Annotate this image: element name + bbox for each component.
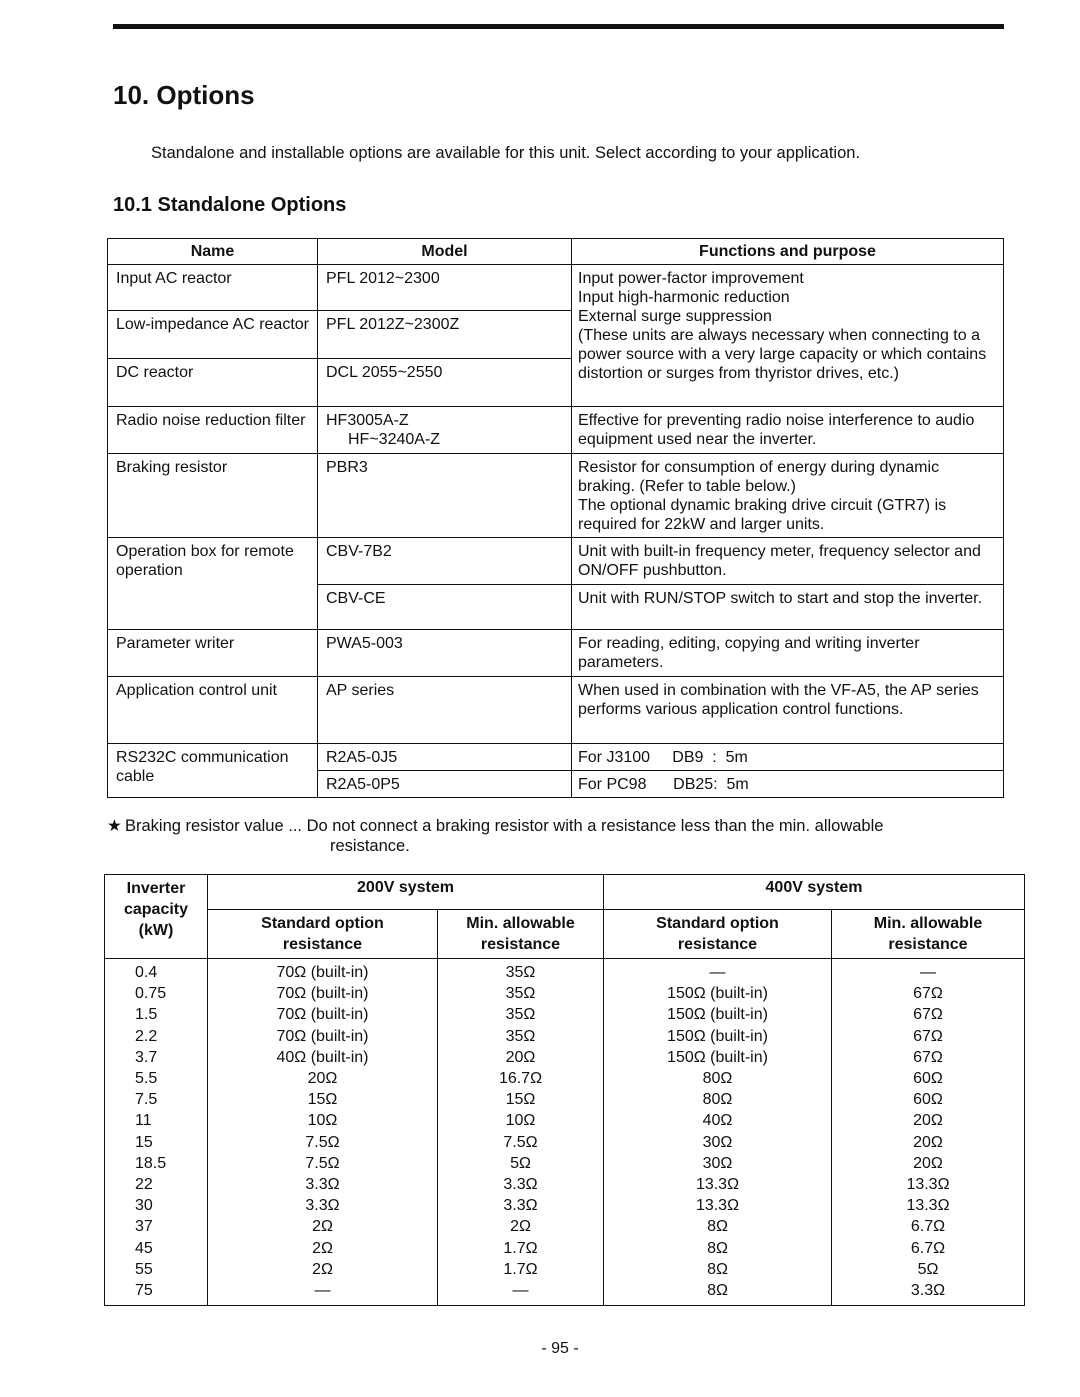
- intro-text: Standalone and installable options are available for this unit. Select according to your application.: [151, 144, 861, 162]
- min-200-cell: 3.3Ω: [438, 1195, 604, 1216]
- table-row: [108, 538, 1004, 585]
- std-200-cell: 2Ω: [208, 1259, 438, 1280]
- option-name: Parameter writer: [108, 630, 318, 677]
- capacity-cell: 15: [105, 1132, 208, 1153]
- option-function: Unit with RUN/STOP switch to start and stop the inverter.: [572, 585, 1004, 630]
- options-table: [107, 238, 1004, 798]
- std-400-cell: 80Ω: [604, 1089, 832, 1110]
- std-400-cell: —: [604, 959, 832, 984]
- capacity-cell: 55: [105, 1259, 208, 1280]
- std-option-200-header: Standard option resistance: [208, 910, 438, 959]
- header-name: Name: [108, 239, 318, 265]
- std-200-cell: 70Ω (built-in): [208, 959, 438, 984]
- options-header-row: [108, 239, 1004, 265]
- capacity-cell: 37: [105, 1216, 208, 1237]
- table-row: [108, 454, 1004, 538]
- subsection-title: 10.1 Standalone Options: [113, 194, 347, 216]
- std-200-cell: 7.5Ω: [208, 1132, 438, 1153]
- std-400-cell: 8Ω: [604, 1216, 832, 1237]
- table-row: [105, 1216, 1025, 1237]
- min-400-cell: 20Ω: [832, 1110, 1025, 1131]
- header-functions: Functions and purpose: [572, 239, 1004, 265]
- std-400-cell: 40Ω: [604, 1110, 832, 1131]
- std-400-cell: 13.3Ω: [604, 1174, 832, 1195]
- option-function: Unit with built-in frequency meter, frequency selector and ON/OFF pushbutton.: [572, 538, 1004, 585]
- min-200-cell: 1.7Ω: [438, 1238, 604, 1259]
- resistance-subheader-row: [105, 910, 1025, 959]
- top-rule: [113, 24, 1004, 29]
- braking-note: [107, 816, 884, 855]
- std-400-cell: 30Ω: [604, 1153, 832, 1174]
- capacity-cell: 45: [105, 1238, 208, 1259]
- min-200-cell: 5Ω: [438, 1153, 604, 1174]
- min-400-cell: 13.3Ω: [832, 1195, 1025, 1216]
- option-model: PFL 2012Z~2300Z: [318, 311, 572, 359]
- table-row: [105, 1110, 1025, 1131]
- min-400-cell: 5Ω: [832, 1259, 1025, 1280]
- table-row: [108, 630, 1004, 677]
- min-400-cell: 3.3Ω: [832, 1280, 1025, 1306]
- min-400-cell: 20Ω: [832, 1132, 1025, 1153]
- min-400-cell: 67Ω: [832, 1047, 1025, 1068]
- header-model: Model: [318, 239, 572, 265]
- model-line: HF~3240A-Z: [348, 431, 441, 448]
- min-400-cell: 6.7Ω: [832, 1216, 1025, 1237]
- min-200-cell: 3.3Ω: [438, 1174, 604, 1195]
- capacity-cell: 75: [105, 1280, 208, 1306]
- std-200-cell: 2Ω: [208, 1216, 438, 1237]
- std-200-cell: 70Ω (built-in): [208, 1004, 438, 1025]
- page-number: - 95 -: [541, 1340, 579, 1357]
- std-400-cell: 80Ω: [604, 1068, 832, 1089]
- capacity-cell: 11: [105, 1110, 208, 1131]
- option-model: AP series: [318, 677, 572, 744]
- table-row: [108, 744, 1004, 771]
- table-row: [105, 1195, 1025, 1216]
- min-200-cell: —: [438, 1280, 604, 1306]
- table-row: [105, 1132, 1025, 1153]
- option-function: Resistor for consumption of energy during dynamic braking. (Refer to table below.) The optional dynamic braking drive circuit (GTR7) is required for 22kW and larger units.: [572, 454, 1004, 538]
- min-allowable-200-header: Min. allowable resistance: [438, 910, 604, 959]
- note-line: Braking resistor value ... Do not connect a braking resistor with a resistance less than the min. allowable: [125, 817, 884, 835]
- option-name: RS232C communication cable: [108, 744, 318, 798]
- system-400-header: 400V system: [604, 875, 1025, 910]
- option-model: PBR3: [318, 454, 572, 538]
- std-200-cell: 10Ω: [208, 1110, 438, 1131]
- option-function: Effective for preventing radio noise interference to audio equipment used near the inverter.: [572, 407, 1004, 454]
- std-200-cell: 7.5Ω: [208, 1153, 438, 1174]
- option-model: PWA5-003: [318, 630, 572, 677]
- min-200-cell: 35Ω: [438, 959, 604, 984]
- capacity-cell: 7.5: [105, 1089, 208, 1110]
- min-400-cell: 20Ω: [832, 1153, 1025, 1174]
- std-400-cell: 150Ω (built-in): [604, 1026, 832, 1047]
- min-400-cell: 60Ω: [832, 1068, 1025, 1089]
- option-function: For PC98 DB25: 5m: [572, 771, 1004, 798]
- option-name: Application control unit: [108, 677, 318, 744]
- std-200-cell: 40Ω (built-in): [208, 1047, 438, 1068]
- resistance-table: [104, 874, 1025, 1306]
- option-name: Low-impedance AC reactor: [108, 311, 318, 359]
- table-row: [108, 677, 1004, 744]
- option-function: For J3100 DB9 : 5m: [572, 744, 1004, 771]
- min-400-cell: 6.7Ω: [832, 1238, 1025, 1259]
- min-400-cell: 67Ω: [832, 1026, 1025, 1047]
- resistance-header-row: [105, 875, 1025, 910]
- table-row: [105, 1153, 1025, 1174]
- table-row: [105, 1068, 1025, 1089]
- table-row: [105, 1089, 1025, 1110]
- std-400-cell: 8Ω: [604, 1238, 832, 1259]
- min-400-cell: 67Ω: [832, 1004, 1025, 1025]
- model-line: HF3005A-Z: [326, 412, 409, 429]
- option-model: [318, 407, 572, 454]
- option-model: CBV-7B2: [318, 538, 572, 585]
- system-200-header: 200V system: [208, 875, 604, 910]
- min-200-cell: 1.7Ω: [438, 1259, 604, 1280]
- min-400-cell: 60Ω: [832, 1089, 1025, 1110]
- std-200-cell: 70Ω (built-in): [208, 983, 438, 1004]
- std-200-cell: 2Ω: [208, 1238, 438, 1259]
- option-model: R2A5-0J5: [318, 744, 572, 771]
- table-row: [105, 1280, 1025, 1306]
- table-row: [105, 1238, 1025, 1259]
- option-function: For reading, editing, copying and writing inverter parameters.: [572, 630, 1004, 677]
- min-200-cell: 16.7Ω: [438, 1068, 604, 1089]
- std-400-cell: 8Ω: [604, 1259, 832, 1280]
- option-name: DC reactor: [108, 359, 318, 407]
- std-200-cell: —: [208, 1280, 438, 1306]
- min-200-cell: 10Ω: [438, 1110, 604, 1131]
- section-title: 10. Options: [113, 80, 255, 110]
- option-function: Input power-factor improvement Input high-harmonic reduction External surge suppression (These units are always necessary when connecting to a power source with a very large capacity or which contains distortion or surges from thyristor drives, etc.): [572, 265, 1004, 407]
- option-function: When used in combination with the VF-A5, the AP series performs various application control functions.: [572, 677, 1004, 744]
- min-400-cell: 13.3Ω: [832, 1174, 1025, 1195]
- std-400-cell: 150Ω (built-in): [604, 983, 832, 1004]
- table-row: [108, 407, 1004, 454]
- std-400-cell: 30Ω: [604, 1132, 832, 1153]
- capacity-cell: 3.7: [105, 1047, 208, 1068]
- min-allowable-400-header: Min. allowable resistance: [832, 910, 1025, 959]
- capacity-cell: 0.4: [105, 959, 208, 984]
- table-row: [105, 959, 1025, 984]
- table-row: [105, 983, 1025, 1004]
- table-row: [105, 1047, 1025, 1068]
- option-name: Radio noise reduction filter: [108, 407, 318, 454]
- min-200-cell: 7.5Ω: [438, 1132, 604, 1153]
- table-row: [105, 1259, 1025, 1280]
- option-model: PFL 2012~2300: [318, 265, 572, 311]
- note-line: resistance.: [330, 837, 410, 855]
- capacity-cell: 5.5: [105, 1068, 208, 1089]
- std-400-cell: 150Ω (built-in): [604, 1004, 832, 1025]
- min-200-cell: 35Ω: [438, 1004, 604, 1025]
- capacity-header: Inverter capacity (kW): [105, 875, 208, 959]
- capacity-cell: 22: [105, 1174, 208, 1195]
- std-200-cell: 3.3Ω: [208, 1174, 438, 1195]
- min-400-cell: —: [832, 959, 1025, 984]
- min-200-cell: 2Ω: [438, 1216, 604, 1237]
- capacity-cell: 2.2: [105, 1026, 208, 1047]
- std-400-cell: 150Ω (built-in): [604, 1047, 832, 1068]
- min-200-cell: 35Ω: [438, 983, 604, 1004]
- std-200-cell: 15Ω: [208, 1089, 438, 1110]
- table-row: [108, 265, 1004, 311]
- table-row: [105, 1026, 1025, 1047]
- min-200-cell: 35Ω: [438, 1026, 604, 1047]
- option-name: Operation box for remote operation: [108, 538, 318, 630]
- std-200-cell: 70Ω (built-in): [208, 1026, 438, 1047]
- std-200-cell: 3.3Ω: [208, 1195, 438, 1216]
- std-400-cell: 8Ω: [604, 1280, 832, 1306]
- capacity-cell: 0.75: [105, 983, 208, 1004]
- min-200-cell: 20Ω: [438, 1047, 604, 1068]
- option-model: R2A5-0P5: [318, 771, 572, 798]
- std-200-cell: 20Ω: [208, 1068, 438, 1089]
- table-row: [105, 1174, 1025, 1195]
- table-row: [105, 1004, 1025, 1025]
- option-model: DCL 2055~2550: [318, 359, 572, 407]
- capacity-cell: 18.5: [105, 1153, 208, 1174]
- capacity-cell: 1.5: [105, 1004, 208, 1025]
- option-name: Braking resistor: [108, 454, 318, 538]
- option-model: CBV-CE: [318, 585, 572, 630]
- std-400-cell: 13.3Ω: [604, 1195, 832, 1216]
- std-option-400-header: Standard option resistance: [604, 910, 832, 959]
- star-icon: ★: [107, 817, 122, 835]
- min-200-cell: 15Ω: [438, 1089, 604, 1110]
- capacity-cell: 30: [105, 1195, 208, 1216]
- min-400-cell: 67Ω: [832, 983, 1025, 1004]
- option-name: Input AC reactor: [108, 265, 318, 311]
